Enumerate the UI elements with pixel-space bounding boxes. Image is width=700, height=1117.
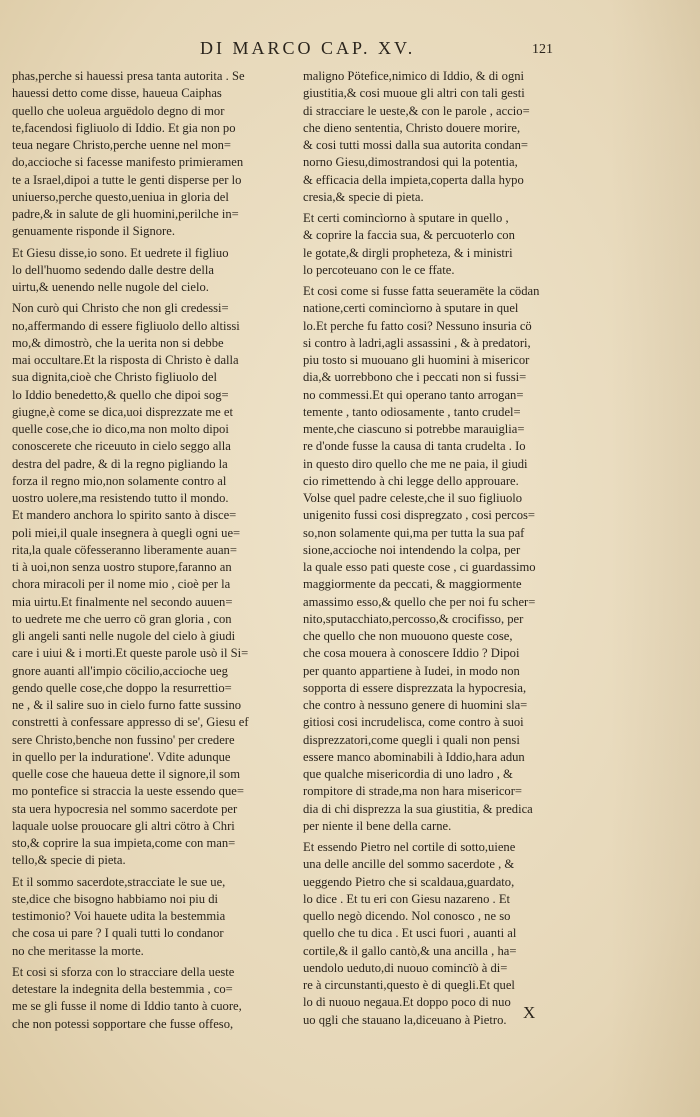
text-line: genuamente risponde il Signore. <box>12 224 175 239</box>
text-line: teua negare Christo,perche uenne nel mon= <box>12 138 232 152</box>
text-line: giugne,è come se dica,uoi disprezzate me et <box>12 404 233 419</box>
paragraph <box>12 245 296 297</box>
text-line: sopporta di essere disprezzata la hypocresia, <box>303 680 527 695</box>
text-line: que qualche misericordia di uno ladro , & <box>303 767 513 781</box>
text-line: re d'onde fusse la causa di tanta crudelta . Io <box>303 439 526 454</box>
paragraph <box>12 300 296 869</box>
text-line: lo dell'huomo sedendo dalle destre della <box>12 262 214 277</box>
signature-mark: X <box>523 1003 536 1022</box>
text-line: quello negò dicendo. Nol conosco , ne so <box>303 909 511 923</box>
text-line: Et essendo Pietro nel cortile di sotto,uiene <box>303 840 516 854</box>
text-line: sua dignita,cioè che Christo figliuolo del <box>12 370 217 385</box>
text-line: quello che uoleua arguëdolo degno di mor <box>12 103 225 118</box>
text-line: do,accioche si facesse manifesto primieramen <box>12 155 244 170</box>
left-text-column <box>12 68 296 1037</box>
text-line: gnore auanti all'impio cöcilio,accioche ueg <box>12 663 228 678</box>
text-line: Et cosi come si fusse fatta seueramëte la cödan <box>303 284 540 298</box>
text-line: chora miracoli per il nome mio , cioè per la <box>12 577 231 592</box>
text-line: mo pontefice si straccia la ueste essendo que= <box>12 784 244 799</box>
text-line: cortile,& il gallo cantò,& una ancilla , ha= <box>303 943 517 958</box>
text-line: maggiormente da peccati, & maggiormente <box>303 577 522 592</box>
text-line: mai occultare.Et la risposta di Christo è dalla <box>12 353 239 367</box>
text-line: uendolo ueduto,di nuouo comincïò à di= <box>303 960 508 975</box>
text-line: uirtu,& uenendo nelle nugole del cielo. <box>12 280 209 294</box>
text-line: sta uera hypocresia nel sommo sacerdote per <box>12 801 238 816</box>
text-line: Et Giesu disse,io sono. Et uedrete il figliuo <box>12 245 229 260</box>
text-line: Et il sommo sacerdote,stracciate le sue ue, <box>12 874 226 889</box>
text-line: le gotate,& dirgli propheteza, & i ministri <box>303 245 513 260</box>
text-line: ueggendo Pietro che si scaldaua,guardato, <box>303 874 515 889</box>
text-line: si contro à ladri,agli assassini , & à predatori, <box>303 335 531 350</box>
text-line: gendo quelle cose,che doppo la resurrettio= <box>12 680 232 695</box>
text-line: che cosa mouera à conoscere Iddio ? Dipoi <box>303 646 520 661</box>
text-line: lo di nuouo negaua.Et doppo poco di nuo <box>303 995 511 1010</box>
paragraph <box>12 874 296 960</box>
text-line: tello,& specie di pieta. <box>12 853 126 868</box>
paragraph <box>12 964 296 1033</box>
text-line: rompitore di strade,ma non hara misericor= <box>303 784 523 799</box>
text-line: forza il regno mio,non solamente contro al <box>12 473 227 488</box>
text-line: temente , tanto odiosamente , tanto crudel= <box>303 404 521 419</box>
text-line: hauessi detto come disse, haueua Caiphas <box>12 86 222 101</box>
text-line: quello che tu dica . Et usci fuori , auanti al <box>303 926 517 941</box>
text-line: ti à uoi,non senza uostro stupore,faranno an <box>12 560 232 574</box>
paragraph <box>303 210 581 279</box>
text-line: giustitia,& cosi muoue gli altri con tali gesti <box>303 86 525 101</box>
text-line: padre,& in salute de gli huomini,perilche in= <box>12 207 239 221</box>
paragraph <box>12 68 296 241</box>
text-line: amassimo esso,& quello che per noi fu scher= <box>303 594 536 609</box>
paragraph <box>303 839 581 1029</box>
text-line: cio rimettendo à chi legge dello approuare. <box>303 473 519 488</box>
text-line: rita,la quale cöfesseranno liberamente auan= <box>12 542 237 557</box>
text-line: no che meritasse la morte. <box>12 943 144 958</box>
text-line: sione,accioche noi intendendo la colpa, per <box>303 542 521 557</box>
text-line: conoscerete che riceuuto in cielo seggo alla <box>12 439 231 454</box>
text-line: sere Christo,benche non fussino' per credere <box>12 732 235 747</box>
text-line: no commessi.Et qui operano tanto arrogan= <box>303 387 524 402</box>
text-line: detestare la indegnita della bestemmia , co= <box>12 982 233 996</box>
paragraph <box>303 283 581 835</box>
text-line: & efficacia della impieta,coperta dalla hypo <box>303 172 524 187</box>
text-line: phas,perche si hauessi presa tanta autorita . Se <box>12 69 245 83</box>
text-line: in questo diro quello che me ne paia, il giudi <box>303 456 528 471</box>
text-line: lo dice . Et tu eri con Giesu nazareno . Et <box>303 891 511 906</box>
text-line: constretti à confessare appresso di se', Giesu ef <box>12 715 249 730</box>
text-line: che contro à nessuno genere di huomini sla= <box>303 698 528 712</box>
text-line: che dieno sententia, Christo douere morire, <box>303 120 521 135</box>
text-line: natione,certi comincìorno à sputare in quel <box>303 301 519 316</box>
page-number: 121 <box>532 42 553 57</box>
running-head: DI MARCO CAP. XV. <box>200 38 416 58</box>
text-line: Et cosi si sforza con lo stracciare della ueste <box>12 964 235 979</box>
text-line: Et mandero anchora lo spirito santo à disce= <box>12 508 237 523</box>
text-line: che quello che non muouono queste cose, <box>303 629 513 643</box>
text-line: Non curò qui Christo che non gli credessi= <box>12 301 229 316</box>
text-line: lo.Et perche fu fatto cosi? Nessuno insuria cö <box>303 318 532 333</box>
text-line: cresia,& specie di pieta. <box>303 189 424 204</box>
text-line: uniuerso,perche questo,ueniua in gloria del <box>12 189 229 204</box>
text-line: mente,che ciascuno si potrebbe marauiglia= <box>303 422 525 436</box>
text-line: Et certi comincìorno à sputare in quello , <box>303 211 509 225</box>
text-line: re à circunstanti,questo è di quegli.Et quel <box>303 978 515 992</box>
text-line: dia di chi disprezza la sua giustitia, & predica <box>303 801 533 816</box>
right-text-column <box>303 68 581 1033</box>
text-line: care i uiui & i morti.Et queste parole usò il Si= <box>12 646 249 661</box>
text-line: Volse quel padre celeste,che il suo figliuolo <box>303 491 523 505</box>
text-line: ste,dice che bisogno habbiamo noi piu di <box>12 891 219 906</box>
text-line: essere manco abominabili à Iddio,hara adun <box>303 749 525 764</box>
text-line: dia,& uorrebbono che i peccati non si fussi= <box>303 370 527 385</box>
paragraph <box>303 68 581 206</box>
text-line: laquale uolse prouocare gli altri cötro à Chri <box>12 818 235 833</box>
text-line: piu tosto si muouano gli huomini à misericor <box>303 353 530 367</box>
text-line: te a Israel,dipoi a tutte le genti disperse per lo <box>12 172 242 187</box>
text-line: me se gli fusse il nome di Iddio tanto à cuore, <box>12 999 242 1014</box>
text-line: unigenito fussi cosi dispregzato , cosi percos= <box>303 508 535 523</box>
text-line: quelle cose che haueua dette il signore,il som <box>12 767 241 781</box>
text-line: no,affermando di essere figliuolo dello altissi <box>12 318 240 333</box>
text-line: te,facendosi figliuolo di Iddio. Et gia non po <box>12 120 236 135</box>
text-line: una delle ancille del sommo sacerdote , & <box>303 857 515 872</box>
text-line: disprezzatori,come quegli i quali non pensi <box>303 732 520 747</box>
text-line: uostro uolere,ma resistendo tutto il mondo. <box>12 491 229 505</box>
text-line: gli angeli santi nelle nugole del cielo à giudi <box>12 629 236 643</box>
text-line: la quale esso pati queste cose , ci guardassimo <box>303 560 536 574</box>
text-line: quelle cose,che io dico,ma non molto dipoi <box>12 422 229 436</box>
text-line: destra del padre, & di la regno pigliando la <box>12 456 228 471</box>
text-line: uo qgli che stauano la,diceuano à Pietro. <box>303 1012 507 1027</box>
text-line: di stracciare le ueste,& con le parole , accio= <box>303 103 530 118</box>
text-line: che cosa ui pare ? I quali tutti lo condanor <box>12 926 224 941</box>
text-line: testimonio? Voi hauete udita la bestemmia <box>12 909 226 923</box>
text-line: nito,sputacchiato,percosso,& crocifisso, per <box>303 611 524 626</box>
text-line: so,non solamente qui,ma per tutta la sua paf <box>303 525 525 540</box>
text-line: gitiosi cosi incrudelisca, come contro à suoi <box>303 715 524 730</box>
text-line: ne , & il salire suo in cielo furno fatte sussino <box>12 698 242 712</box>
text-line: per niente il bene della carne. <box>303 818 452 833</box>
text-line: & cosi tutti mossi dalla sua autorita condan= <box>303 138 529 152</box>
text-line: mia uirtu.Et finalmente nel secondo auuen= <box>12 594 233 609</box>
text-line: lo percoteuano con le ce ffate. <box>303 262 455 277</box>
text-line: in quello per la induratione'. Vdite adunque <box>12 749 231 764</box>
text-line: per quanto appartiene à Iudei, in modo non <box>303 663 520 678</box>
text-line: lo Iddio benedetto,& quello che dipoi sog= <box>12 387 229 402</box>
text-line: sto,& coprire la sua impieta,come con man= <box>12 836 236 850</box>
text-line: & coprire la faccia sua, & percuoterlo con <box>303 228 515 243</box>
text-line: norno Giesu,dimostrandosi qui la potentia, <box>303 155 518 170</box>
text-line: to uedrete me che uerro cö gran gloria , con <box>12 611 232 626</box>
text-line: che non potessi sopportare che fusse offeso, <box>12 1016 234 1031</box>
page-edge-shading <box>610 0 700 1117</box>
text-line: maligno Pötefice,nimico di Iddio, & di ogni <box>303 69 525 83</box>
text-line: poli miei,il quale insegnera à quegli ogni ue= <box>12 525 241 540</box>
text-line: mo,& dimostrò, che la uerita non si debbe <box>12 335 224 350</box>
